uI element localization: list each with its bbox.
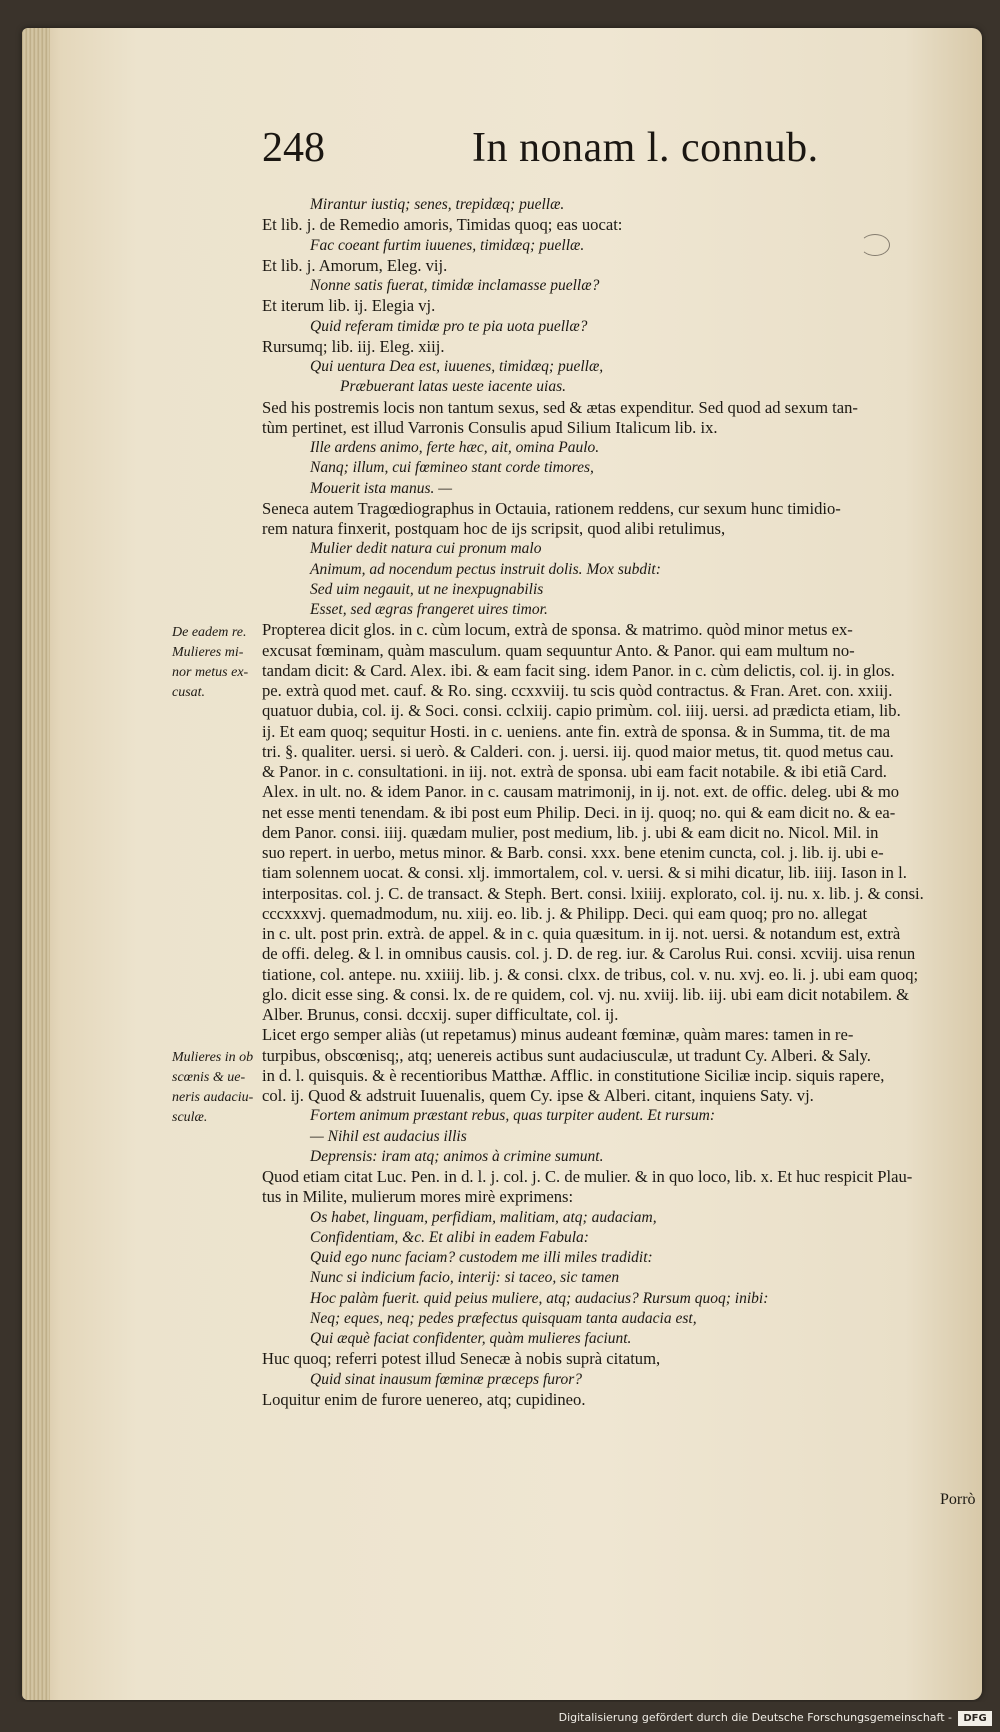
margin-note-line: Mulieres in ob <box>172 1050 254 1065</box>
margin-note-line: De eadem re. <box>172 625 247 640</box>
text-line: Hoc palàm fuerit. quid peius muliere, atq; audacius? Rursum quoq; inibi: <box>310 1289 769 1307</box>
text-line: tiatione, col. antepe. nu. xxiiij. lib. j. & consi. clxx. de tribus, col. v. nu. xvj. eo. li. j. ubi eam quoq; <box>262 964 919 984</box>
text-line: ij. Et eam quoq; sequitur Hosti. in c. ueniens. ante fin. extrà de sponsa. & in Summa, tit. de ma <box>262 721 891 741</box>
text-line: Deprensis: iram atq; animos à crimine sumunt. <box>310 1147 604 1165</box>
margin-note-1 <box>172 623 276 703</box>
text-line: col. ij. Quod & adstruit Iuuenalis, quem Cy. ipse & Alberi. citant, inquiens Saty. vj. <box>262 1086 814 1105</box>
text-line: Et lib. j. Amorum, Eleg. vij. <box>262 255 448 275</box>
margin-note-2 <box>172 1048 276 1128</box>
text-line: Qui uentura Dea est, iuuenes, timidæq; puellæ, <box>310 358 604 375</box>
text-line: Quid sinat inausum fœminæ præceps furor? <box>310 1370 582 1388</box>
text-line: in d. l. quisquis. & è recentioribus Matthæ. Afflic. in constitutione Siciliæ incip. siquis rapere, <box>262 1065 885 1085</box>
text-line: pe. extrà quod met. cauf. & Ro. sing. ccxxviij. tu scis quòd contractus. & Fran. Aret. con. xxiij. <box>262 681 893 700</box>
text-line: suo repert. in uerbo, metus minor. & Barb. consi. xxx. bene etenim cuncta, col. j. lib. ij. ubi e- <box>262 843 884 862</box>
text-line: Esset, sed ægras frangeret uires timor. <box>310 601 548 618</box>
page-header <box>22 124 982 194</box>
text-line: Confidentiam, &c. Et alibi in eadem Fabula: <box>310 1228 589 1246</box>
text-line: Loquitur enim de furore uenereo, atq; cupidineo. <box>262 1389 586 1409</box>
dfg-logo: DFG <box>958 1711 992 1726</box>
digitization-footer <box>0 1702 1000 1732</box>
text-line: Ille ardens animo, ferte hæc, ait, omina Paulo. <box>310 439 600 456</box>
text-line: Rursumq; lib. iij. Eleg. xiij. <box>262 336 445 356</box>
text-line: turpibus, obscœnisq;, atq; uenereis actibus sunt audaciusculæ, ut tradunt Cy. Alberi. & Saly. <box>262 1045 871 1065</box>
text-line: Neq; eques, neq; pedes præfectus quisquam tanta audacia est, <box>310 1309 697 1327</box>
text-line: Os habet, linguam, perfidiam, malitiam, atq; audaciam, <box>310 1208 657 1226</box>
main-text-block <box>262 195 997 1410</box>
text-line: & Panor. in c. consultationi. in iij. not. extrà de sponsa. ubi eam facit notabile. & ibi etiã Card. <box>262 762 887 781</box>
book-page <box>22 28 982 1700</box>
text-line: tus in Milite, mulierum mores mirè exprimens: <box>262 1187 574 1207</box>
text-line: Sed uim negauit, ut ne inexpugnabilis <box>310 580 544 598</box>
text-line: tri. §. qualiter. uersi. si uerò. & Calderi. con. j. uersi. iij. quod maior metus, tit. quod metus cau. <box>262 741 894 761</box>
text-line: tùm pertinet, est illud Varronis Consulis apud Silium Italicum lib. ix. <box>262 417 718 437</box>
text-line: Quid referam timidæ pro te pia uota puellæ? <box>310 317 588 335</box>
text-line: Mouerit ista manus. — <box>310 479 453 497</box>
margin-note-line: nor metus ex- <box>172 665 249 680</box>
text-line: Nanq; illum, cui fœmineo stant corde timores, <box>310 459 594 477</box>
text-line: Propterea dicit glos. in c. cùm locum, extrà de sponsa. & matrimo. quòd minor metus ex- <box>262 620 853 640</box>
text-line: cccxxxvj. quemadmodum, nu. xiij. eo. lib. j. & Philipp. Deci. qui eam quoq; pro no. allegat <box>262 903 868 923</box>
text-line: Fortem animum præstant rebus, quas turpiter audent. Et rursum: <box>310 1107 716 1125</box>
catchword: Porrò <box>940 1491 976 1508</box>
text-line: tiam solennem uocat. & consi. xlj. immortalem, col. v. uersi. & si mihi dicatur, lib. iiij. Iason in l. <box>262 863 907 883</box>
text-line: Alber. Brunus, consi. dccxij. super difficultate, col. ij. <box>262 1005 619 1024</box>
text-line: Quod etiam citat Luc. Pen. in d. l. j. col. j. C. de mulier. & in quo loco, lib. x. Et huc respicit Plau- <box>262 1167 913 1186</box>
text-line: Fac coeant furtim iuuenes, timidæq; puellæ. <box>310 236 585 254</box>
text-line: rem natura finxerit, postquam hoc de ijs scripsit, quod alibi retulimus, <box>262 519 726 538</box>
text-line: net esse menti tenendam. & ibi post eum Philip. Deci. in ij. quoq; no. qui & eam dicit no. & ea- <box>262 802 896 822</box>
text-line: Quid ego nunc faciam? custodem me illi miles tradidit: <box>310 1249 653 1266</box>
text-line: Huc quoq; referri potest illud Senecæ à nobis suprà citatum, <box>262 1349 661 1369</box>
text-line: Mirantur iustiq; senes, trepidæq; puellæ. <box>310 196 565 213</box>
text-line: excusat fœminam, quàm masculum. quam sequuntur Anto. & Panor. qui eam multum no- <box>262 640 855 660</box>
text-line: tandam dicit: & Card. Alex. ibi. & eam facit sing. idem Panor. in c. cùm delictis, col. ij. in glos. <box>262 660 895 680</box>
text-line: Nonne satis fuerat, timidæ inclamasse puellæ? <box>310 277 600 294</box>
text-line: Et lib. j. de Remedio amoris, Timidas quoq; eas uocat: <box>262 215 623 235</box>
text-line: Seneca autem Tragœdiographus in Octauia, rationem reddens, cur sexum hunc timidio- <box>262 498 841 518</box>
running-head: In nonam l. connub. <box>472 125 819 171</box>
margin-note-line: Mulieres mi- <box>172 645 244 660</box>
text-line: Mulier dedit natura cui pronum malo <box>310 540 542 558</box>
text-line: Præbuerant latas ueste iacente uias. <box>340 378 567 396</box>
text-line: — Nihil est audacius illis <box>310 1127 467 1145</box>
margin-note-line: cusat. <box>172 685 206 700</box>
text-line: de offi. deleg. & l. in omnibus causis. col. j. D. de reg. iur. & Carolus Rui. consi. xcviij. uisa renun <box>262 944 916 964</box>
text-line: quatuor dubia, col. ij. & Soci. consi. cclxiij. capio primùm. col. iiij. uersi. ad prædicta etiam, lib. <box>262 701 901 721</box>
text-line: Animum, ad nocendum pectus instruit dolis. Mox subdit: <box>310 560 661 578</box>
text-line: Licet ergo semper aliàs (ut repetamus) minus audeant fœminæ, quàm mares: tamen in re- <box>262 1025 854 1045</box>
text-line: Qui æquè faciat confidenter, quàm mulieres faciunt. <box>310 1330 632 1347</box>
page-spine-edge <box>22 28 50 1700</box>
margin-note-line: scœnis & ue- <box>172 1070 246 1085</box>
margin-note-line: sculæ. <box>172 1110 208 1125</box>
text-line: glo. dicit esse sing. & consi. lx. de re quidem, col. vj. nu. xviij. lib. iij. ubi eam dicit notabilem. & <box>262 984 910 1004</box>
text-line: in c. ult. post prin. extrà. de appel. & in c. quia quæsitum. in ij. not. uersi. & notandum est, extrà <box>262 924 901 943</box>
margin-note-line: neris audaciu- <box>172 1090 254 1105</box>
page-number: 248 <box>262 125 325 171</box>
text-line: Et iterum lib. ij. Elegia vj. <box>262 296 436 316</box>
text-line: Sed his postremis locis non tantum sexus, sed & ætas expenditur. Sed quod ad sexum tan- <box>262 397 858 417</box>
text-line: Alex. in ult. no. & idem Panor. in c. causam matrimonij, in ij. not. ext. de offic. deleg. ubi & mo <box>262 782 900 802</box>
text-line: interpositas. col. j. C. de transact. & Steph. Bert. consi. lxiiij. explorato, col. ij. nu. x. lib. j. & consi. <box>262 883 924 903</box>
funding-credit: Digitalisierung gefördert durch die Deutsche Forschungsgemeinschaft - <box>558 1711 952 1724</box>
text-line: Nunc si indicium facio, interij: si taceo, sic tamen <box>310 1269 620 1287</box>
text-line: dem Panor. consi. iiij. quædam mulier, post medium, lib. j. ubi & eam dicit no. Nicol. Mil. in <box>262 822 879 842</box>
